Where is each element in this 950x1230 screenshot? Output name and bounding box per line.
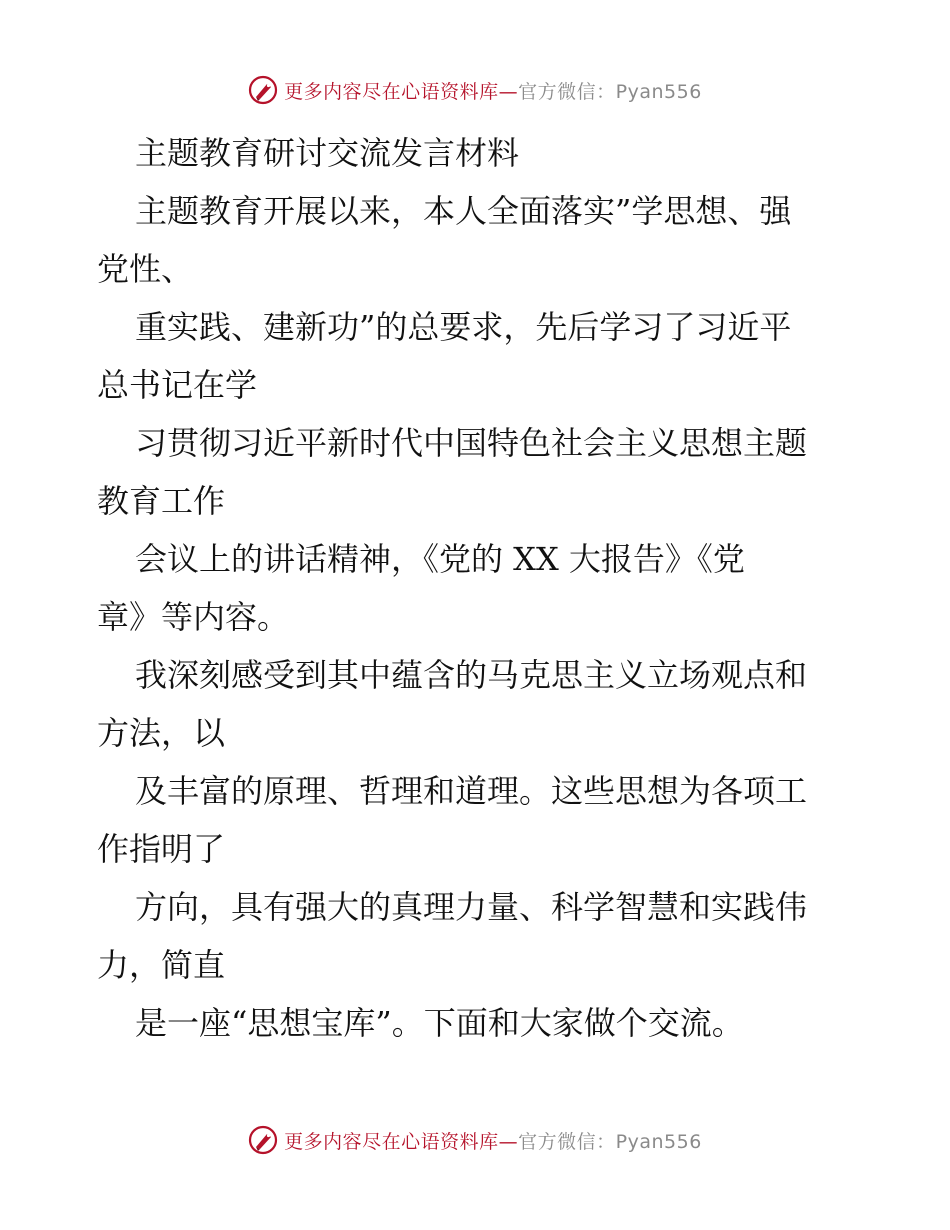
text-line: 党性、 <box>97 250 194 288</box>
text-line: 我深刻感受到其中蕴含的马克思主义立场观点和 <box>135 656 808 694</box>
pen-nib-logo-icon <box>248 75 278 105</box>
text-line: 方向，具有强大的真理力量、科学智慧和实践伟 <box>135 888 808 926</box>
text-line: 章》等内容。 <box>97 598 290 636</box>
banner-site-name: 更多内容尽在心语资料库 <box>284 80 499 103</box>
text-line: 力，简直 <box>97 946 226 984</box>
text-line: 会议上的讲话精神，《党的 XX 大报告》《党 <box>135 540 745 578</box>
header-banner <box>0 72 950 108</box>
banner-separator: — <box>498 1130 519 1153</box>
document-body <box>97 124 857 1052</box>
document-title: 主题教育研讨交流发言材料 <box>135 134 520 172</box>
banner-text <box>284 77 702 104</box>
banner-separator: — <box>498 80 519 103</box>
text-line: 作指明了 <box>97 830 226 868</box>
text-line: 习贯彻习近平新时代中国特色社会主义思想主题 <box>135 424 808 462</box>
text-line: 主题教育开展以来，本人全面落实”学思想、强 <box>135 192 792 230</box>
banner-site-name: 更多内容尽在心语资料库 <box>284 1130 499 1153</box>
banner-text <box>284 1127 702 1154</box>
text-line: 及丰富的原理、哲理和道理。这些思想为各项工 <box>135 772 808 810</box>
pen-nib-logo-icon <box>248 1125 278 1155</box>
banner-wechat: 官方微信：Pyan556 <box>518 1130 702 1153</box>
text-line: 方法，以 <box>97 714 226 752</box>
text-line: 总书记在学 <box>97 366 258 404</box>
footer-banner <box>0 1122 950 1158</box>
banner-wechat: 官方微信：Pyan556 <box>518 80 702 103</box>
text-line: 重实践、建新功”的总要求，先后学习了习近平 <box>135 308 792 346</box>
text-line: 是一座“思想宝库”。下面和大家做个交流。 <box>135 1004 744 1042</box>
text-line: 教育工作 <box>97 482 226 520</box>
